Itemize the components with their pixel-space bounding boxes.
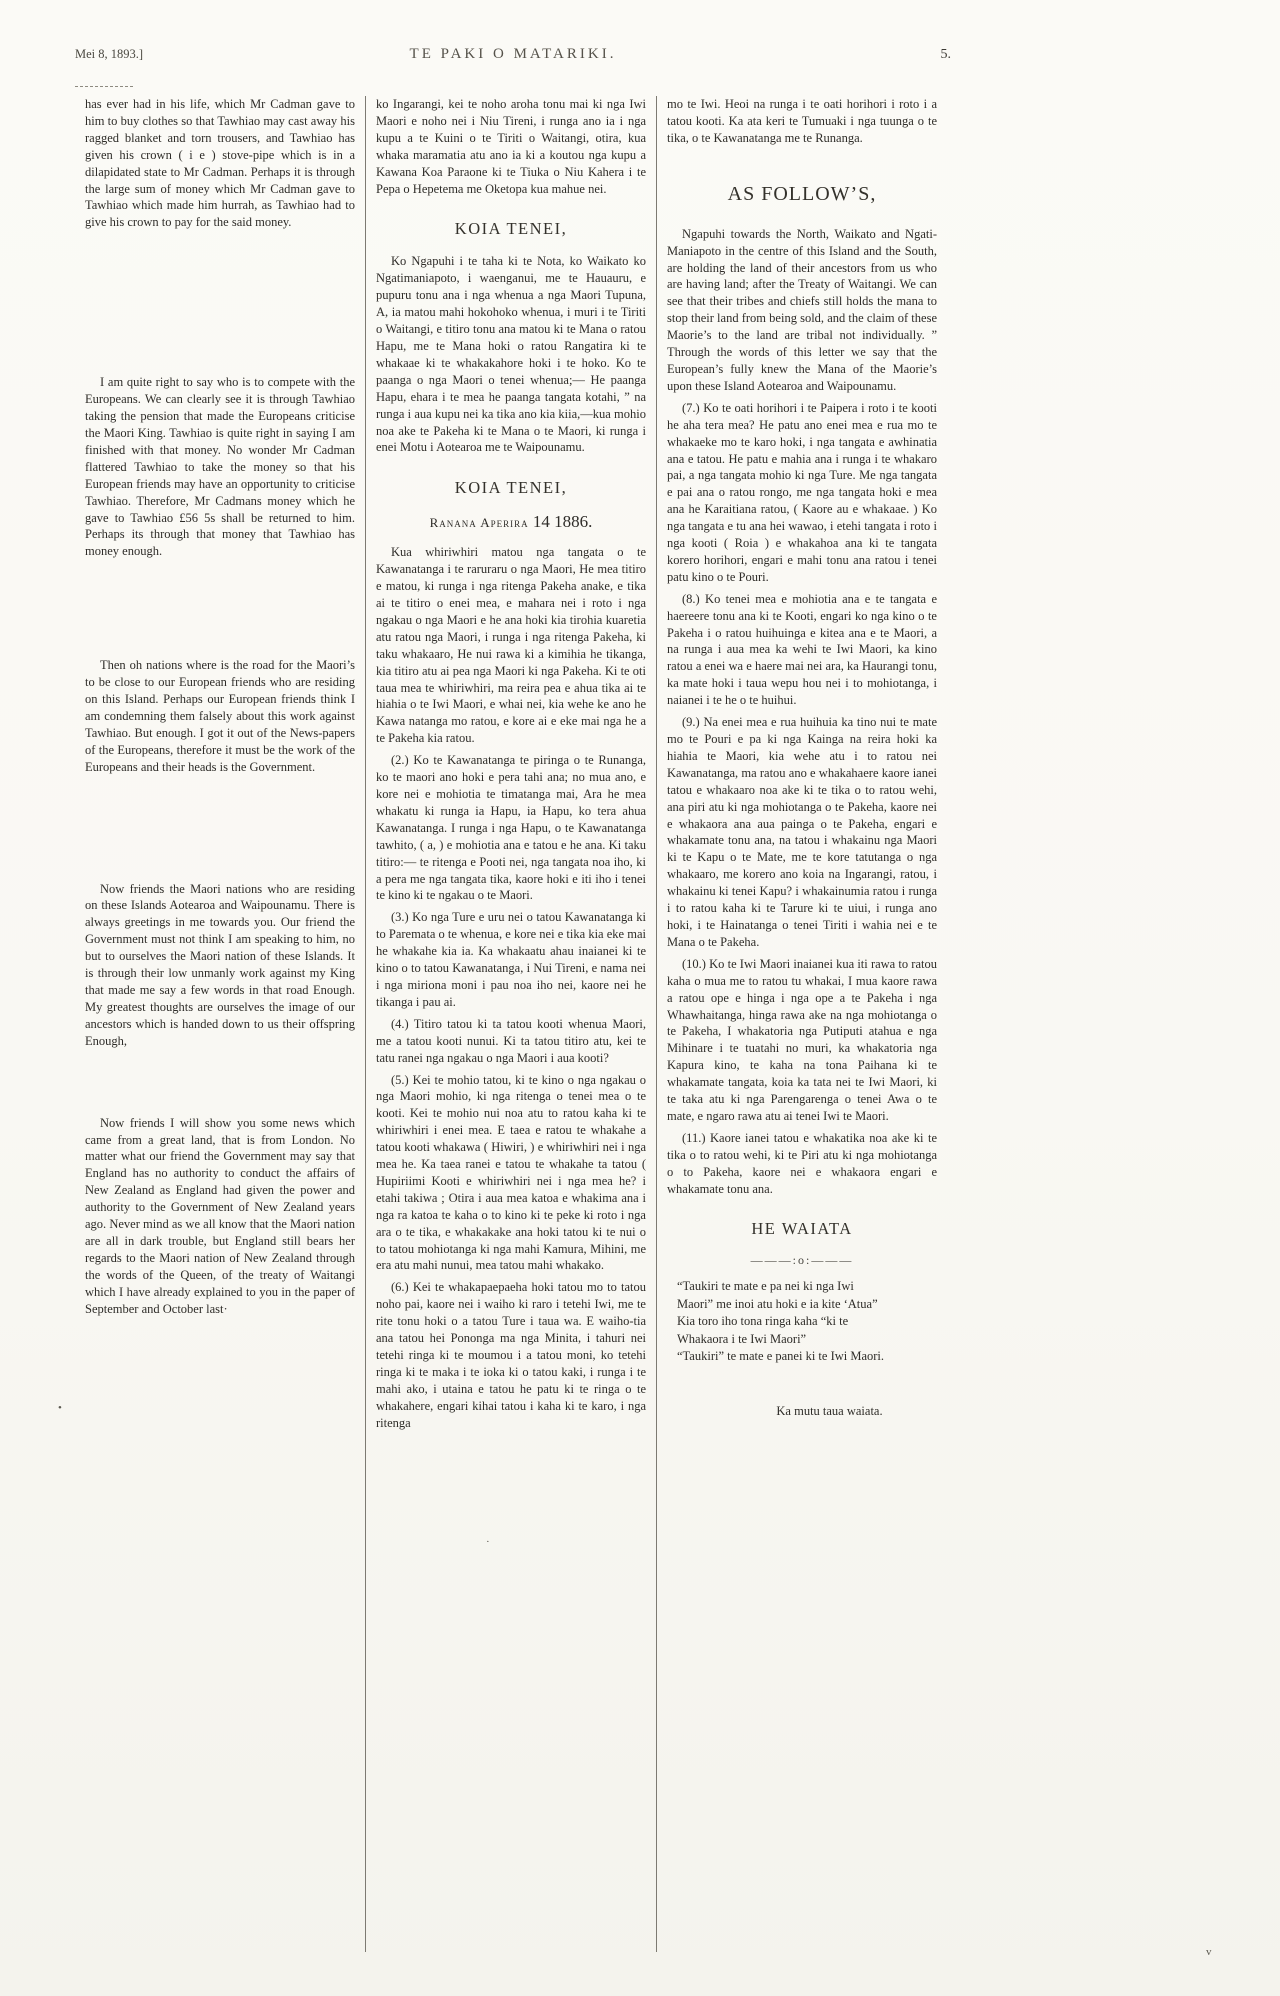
paragraph: (11.) Kaore ianei tatou e whakatika noa ake ki te tika o to ratou wehi, ki te Piri atu ki nga mohiotanga o to Pakeha, kaore nei e whakaora engari e whakamate tonu ana. xyxy=(667,1130,937,1196)
paragraph: Kua whiriwhiri matou nga tangata o te Kawanatanga i te raruraru o nga Maori, He mea titiro e matou, ki runga i nga ritenga Pakeha anake, e tika ai te titiro o enei mea, e mahara nei i roto i nga ngakau o nga Maori e he ana hoki kia tirohia kuaretia atu ratou nga Maori, i runga i nga ritenga Pakeha, ki taku whakaaro, He nui rawa ki a kimihia he tikanga, kia titiro atu ai pea nga Maori ki nga Pakeha. Ki te oti taua mea te whiriwhiri, ma reira pea e ahua tika ai te hiahia o te Iwi Maori, e whai nei, kia wehe ke ano he Kawa natanga mo ratou, e kore ai e eke mai nga he a te Pakeha kia ratou. xyxy=(376,545,646,746)
column-right xyxy=(657,96,947,1952)
paragraph: (10.) Ko te Iwi Maori inaianei kua iti rawa to ratou kaha o mua me to ratou tu whakai, I mua kaore rawa a ratou ope e hinga i nga ope a te Pakeha i nga Whawhaitanga, hinga rawa ake na nga mohiotanga o te Pakeha, I whakatoria nga Putiputi atahua e nga Mihinare i te tuatahi no muri, ka whakatoria nga Kapura kino, te kaha na tona Paihana ki te whakamate tangata, koia ka tata nei te Iwi Maori, ki te taka atu ki nga Parengarenga o tenei Awa o te mate, e ngaro rawa atu ai tenei Iwi te Maori. xyxy=(667,956,937,1123)
paragraph-gap xyxy=(85,236,355,374)
newspaper-title: TE PAKI O MATARIKI. xyxy=(409,46,617,62)
masthead-dash-rule xyxy=(75,86,133,87)
column-middle xyxy=(366,96,656,1952)
paragraph-gap xyxy=(667,1374,937,1386)
paragraph: (3.) Ko nga Ture e uru nei o tatou Kawanatanga ki to Paremata o te whenua, e kore nei e tika kia eke mai he whakahe kia ia. Ka whakaatu ahau inaianei ki te kino o to tatou Kawanatanga, i Nui Tireni, e nama nei i nga miriona moni i pau noa iho nei, kaore nei he tikanga i pau ai. xyxy=(376,910,646,1009)
paragraph: Then oh nations where is the road for the Maori’s to be close to our European friends who are residing on this Island. Perhaps our European friends think I am condemning them falsely about this work against Tawhiao. But enough. I got it out of the News-papers of the Europeans, therefore it must be the work of the Europeans and their heads is the Government. xyxy=(85,658,355,774)
paragraph: mo te Iwi. Heoi na runga i te oati horihori i roto i a tatou kooti. Ka ata keri te Tumuaki i nga tuunga o te tika, o te Kawanatanga me te Runanga. xyxy=(667,97,937,145)
article-columns xyxy=(75,96,951,1952)
paragraph: (5.) Kei te mohio tatou, ki te kino o nga ngakau o nga Maori mohio, ki nga ritenga o tenei mea o te kooti. Kei te mohio nui noa atu to ratou kaha ki te whiriwhiri i enei mea. E taea e ratou te whakahe a tatou kooti whakawa ( Hiwiri, ) e whiriwhiri nei i nga mea he. Ka taea ranei e tatou te whakahe ta tatou ( Hupiriimi Kooti e whiriwhiri nei i nga mea he? i etahi takiwa ; Otira i aua mea katoa e whakima ana i nga ra katoa te kaha o to kino ki te peke ki roto i nga ara o te tika, e whakakake ana hoki tatou ki te nui o to tatou mohiotanga ki nga mahi Kamura, Mihini, me era atu mahi nunui, mea tatou mahi whakako. xyxy=(376,1072,646,1273)
paragraph: I am quite right to say who is to compete with the Europeans. We can clearly see it is through Tawhiao taking the pension that made the Europeans criticise the Maori King. Tawhiao is quite right in saying I am finished with that money. No wonder Mr Cadman flattered Tawhiao to take the money so that his European friends may have an opportunity to criticise Tawhiao. Therefore, Mr Cadmans money which he gave to Tawhiao £56 5s shall be returned to him. Perhaps its through that money that Tawhiao has money enough. xyxy=(85,375,355,559)
paragraph: has ever had in his life, which Mr Cadman gave to him to buy clothes so that Tawhiao may cast away his ragged blanket and torn trousers, and Tawhiao has given his crown ( i e ) stove-pipe which is in a dilapidated state to Mr Cadman. Perhaps it is through the large sum of money which Mr Cadman gave to Tawhiao which made him hurrah, as Tawhiao had to give his crown to pay for the said money. xyxy=(85,97,355,230)
scan-artifact: v xyxy=(1206,1946,1212,1958)
paragraph: Ngapuhi towards the North, Waikato and Ngati-Maniapoto in the centre of this Island and the South, are holding the land of their ancestors from us who are having land; after the Treaty of Waitangi. We can see that their tribes and chiefs still holds the mana to stop their land from being sold, and the claim of these Maorie’s to the land are tribal not individually. ” Through the words of this letter we say that the European’s fully knew the Mana of the Maorie’s upon these Island Aotearoa and Waipounamu. xyxy=(667,226,937,393)
dateline-heading xyxy=(376,512,646,532)
paragraph-gap xyxy=(85,781,355,881)
paragraph: (7.) Ko te oati horihori i te Paipera i roto i te kooti he aha tera mea? He patu ano enei mea e rua mo te whakaeke mo te karo hoki, i nga tangata e awhinatia ana e tatou. He patu e mahia ana i runga i te whakaro pai, a nga tangata mohio ki nga Ture. Me nga tangata e pai ana o ratou rongo, me nga tangata hoki e mea ana he Karaitiana ratou, ( Kaore au e whakaae. ) Ko nga tangata e tu ana hei wawao, i etehi tangata i roto i nga kooti ( Roia ) e whakahoa ana ki te tangata korero horihori, engari e mahi tonu ana ratou i tenei patu kino o te Pouri. xyxy=(667,400,937,584)
section-heading: AS FOLLOW’S, xyxy=(727,182,877,205)
closing-line: Ka mutu taua waiata. xyxy=(776,1403,883,1418)
paragraph: Now friends I will show you some news which came from a great land, that is from London. No matter what our friend the Government may say that England has no authority to conduct the affairs of New Zealand as England had given the power and authority to the Government of New Zealand years ago. Never mind as we all know that the Maori nation are all in dark trouble, but England still bears her regards to the Maori nation of New Zealand through the words of the Queen, of the treaty of Waitangi which I have already explained to you in the paper of September and October last· xyxy=(85,1115,355,1316)
ornament-divider: ———:o:——— xyxy=(750,1253,854,1268)
page-number: 5. xyxy=(940,47,951,62)
dateline-date: 14 1886. xyxy=(532,512,593,532)
section-heading: KOIA TENEI, xyxy=(454,219,568,239)
paragraph: (8.) Ko tenei mea e mohiotia ana e te tangata e haereere tonu ana ki te Kooti, engari ko nga kino o te Pakeha i o ratou huihuinga e kitea ana e te Maori, a na runga i aua mea ka wehi te Iwi Maori, ka kino ratou a enei wa e haere mai nei ara, ka Haurangi tonu, ka mate hoki i taua wepu hou nei i to mohiotanga, i naianei i te he o te huihui. xyxy=(667,591,937,708)
scan-artifact: · xyxy=(486,1536,490,1548)
section-heading: HE WAIATA xyxy=(751,1219,853,1239)
column-left xyxy=(75,96,365,1952)
paragraph: Now friends the Maori nations who are residing on these Islands Aotearoa and Waipounamu. There is always greetings in me towards you. Our friend the Government must not think I am speaking to him, no but to ourselves the Maori nation of these Islands. It is through their low unmanly work against my King that made me say a few words in that road Enough. My greatest thoughts are ourselves the image of our ancestors which is handed down to us their offspring Enough, xyxy=(85,881,355,1048)
issue-date: Mei 8, 1893.] xyxy=(75,47,144,61)
scan-artifact: • xyxy=(58,1402,62,1414)
paragraph: (2.) Ko te Kawanatanga te piringa o te Runanga, ko te maori ano hoki e pera tahi ana; no mua ano, e kore nei e mohiotia te timatanga mai, Ara he mea whakatu ki runga ia Hapu, ia Hapu, ko tera ahua Kawanatanga. I runga i nga Hapu, o te Kawanatanga tawhito, ( a, ) e mohiotia ana e tatou e he ana. Ki taku titiro:— te ritenga e Pooti nei, nga tangata noa iho, ki a pera me nga tangata tika, kaore hoki e iti iho i tenei te kino ki te ngakau o te Maori. xyxy=(376,753,646,903)
section-heading: KOIA TENEI, xyxy=(454,478,568,498)
dateline-place: Ranana Aperira xyxy=(429,515,533,531)
paragraph: (6.) Kei te whakapaepaeha hoki tatou mo to tatou noho pai, kaore nei i waiho ki raro i tetehi Iwi, me te rite tonu hoki o a tatou Ture i taua wa. E waiho-tia ana tatou hei Pononga ma nga Minita, i tahuri nei tetehi ringa ki te moumou i a tatou moni, ko tetehi ringa ki te maka i te ioka ki o tatou kaki, i runga i te mahi ako, i utaina e tatou he patu ki te ringa o te whakahere, engari kihai tatou i kaha ki te karo, i nga ritenga xyxy=(376,1280,646,1430)
paragraph: ko Ingarangi, kei te noho aroha tonu mai ki nga Iwi Maori e noho nei i Niu Tireni, i runga ano ia i nga kupu a te Kuini o te Tiriti o Waitangi, otira, kua whaka maramatia atu ano ia ki a koutou nga kupu a Kawana Koa Paraone ki te Tiuka o Niu Kahera i te Pepa o Hepetema me Oketopa kua mahue nei. xyxy=(376,97,646,196)
paragraph-gap xyxy=(85,565,355,657)
paragraph-gap xyxy=(85,1055,355,1115)
masthead xyxy=(75,46,951,63)
paragraph: (9.) Na enei mea e rua huihuia ka tino nui te mate mo te Pouri e pa ki nga Kainga na reira hoki ka hiahia te Maori, kia wehe atu i to ratou nei Kawanatanga, ma ratou ano e whakahaere kaore ianei tatou e whakaaro noa ake ki te tika o to ratou wehi, ana piri atu ki nga mohiotanga o te Pakeha, kaore nei e whakaora ana aua painga o te Pakeha, engari e whakamate tonu ana, na tatou i whakainu nga Maori ki te Kapu o te Mate, me te kore tatutanga o nga whakaaro, me korero ano koia na Ingarangi, ratou, i whakainu ki tenei Kapu? i whakainumia ratou i runga i to ratou kaha ki te Tarure ki te uiui, i runga ano hoki, i te Hainatanga o tenei Tiriti i wahia nei e te Mana o te Pakeha. xyxy=(667,715,937,949)
paragraph: (4.) Titiro tatou ki ta tatou kooti whenua Maori, me a tatou kooti nunui. Ki ta tatou titiro atu, kei te tatu ranei nga ngakau o nga Maori i aua kooti? xyxy=(376,1016,646,1065)
paragraph: Ko Ngapuhi i te taha ki te Nota, ko Waikato ko Ngatimaniapoto, i waenganui, me te Hauauru, e pupuru tonu ana i nga whenua a nga Maori Tupuna, A, ia matou mahi hokohoko whenua, i muri i te Tiriti o Waitangi, e titiro tonu ana matou ki te Mana o ratou Hapu, me te Mana hoki o ratou Rangatira ki te whakaae ki te whakakahore hoki i te hoko. Ko te paanga o nga Maori o tenei whenua;— He paanga Hapu, ehara i te mea he paanga tangata kotahi, ” na runga i aua kupu nei ka tika ano kia kiia,—kua mohio noa ake te Pakeha ki te Mana o te Maori, ki runga i enei Motu i Aotearoa me te Waipounamu. xyxy=(376,254,646,455)
poem: “Taukiri te mate e pa nei ki nga Iwi Maori” me inoi atu hoki e ia kite ‘Atua” Kia toro iho tona ringa kaha “ki te Whakaora i te Iwi Maori” “Taukiri” te mate e panei ki te Iwi Maori. xyxy=(677,1279,885,1364)
